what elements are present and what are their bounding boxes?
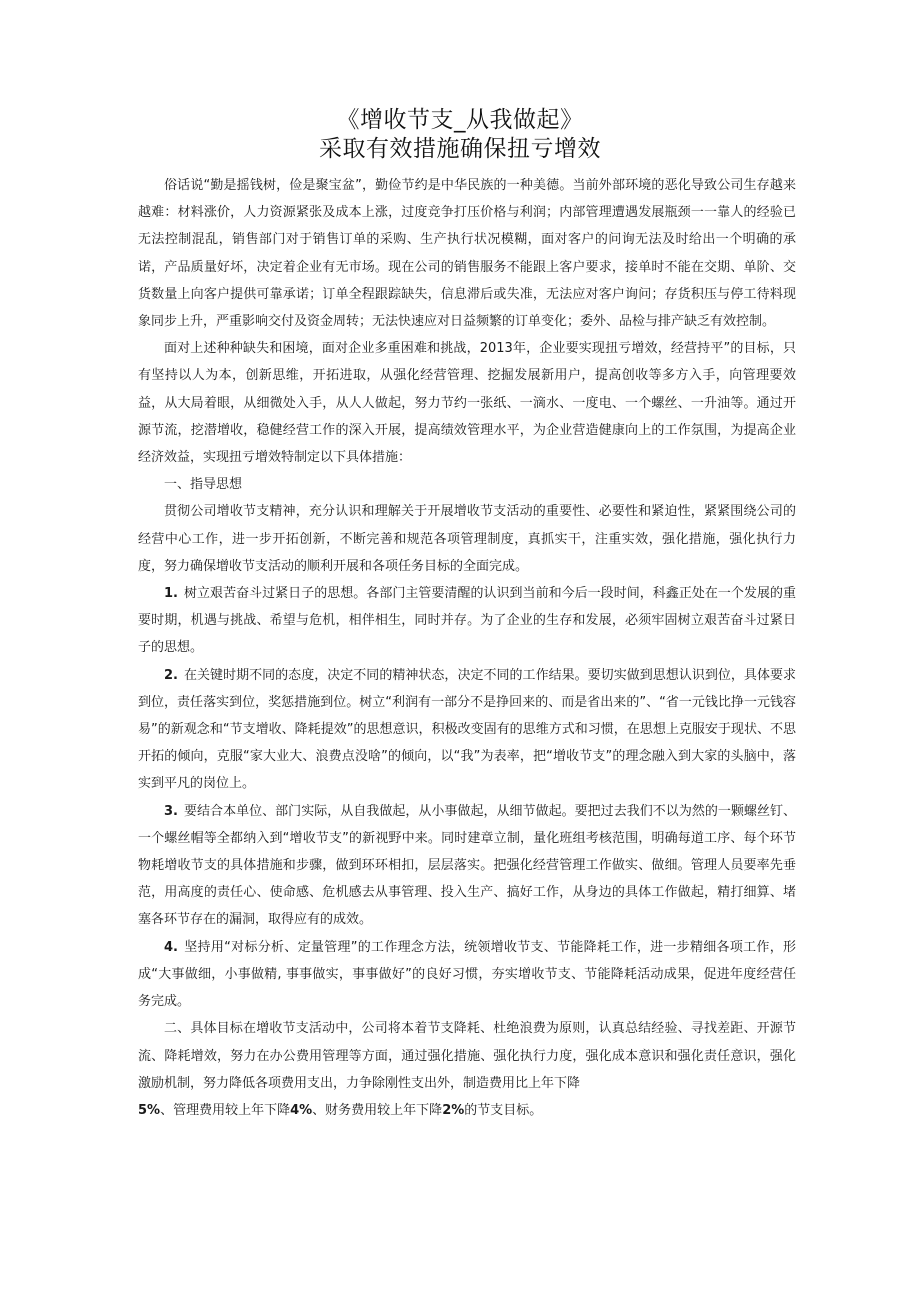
list-item-text: 坚持用“对标分析、定量管理”的工作理念方法，统领增收节支、节能降耗工作，进一步精细各项工作，形成“大事做细，小事做精, 事事做实，事事做好”的良好习惯，夯实增收节支、节能降耗活动成果，促进年度经营任务完成。 (138, 939, 796, 1010)
target-pct-management: 4% (290, 1102, 313, 1118)
list-number: 2. (164, 667, 178, 683)
targets-text-1: 、管理费用较上年下降 (160, 1102, 291, 1118)
paragraph-guiding: 贯彻公司增收节支精神，充分认识和理解关于开展增收节支活动的重要性、必要性和紧迫性，紧紧围绕公司的经营中心工作，进一步开拓创新，不断完善和规范各项管理制度，真抓实干，注重实效，强化措施，强化执行力度，努力确保增收节支活动的顺利开展和各项任务目标的全面完成。 (138, 504, 796, 574)
document-body (138, 172, 796, 1124)
list-item-4 (138, 934, 796, 1016)
document-title (0, 106, 920, 164)
list-item-2 (138, 662, 796, 798)
list-item-text: 要结合本单位、部门实际，从自我做起，从小事做起，从细节做起。要把过去我们不以为然的一颗螺丝钉、一个螺丝帽等全都纳入到“增收节支”的新视野中来。同时建章立制，量化班组考核范围，明确每道工序、每个环节物耗增收节支的具体措施和步骤，做到环环相扣，层层落实。把强化经营管理工作做实、做细。管理人员要率先垂范，用高度的责任心、使命感、危机感去从事管理、投入生产、搞好工作，从身边的具体工作做起，精打细算、堵塞各环节存在的漏洞，取得应有的成效。 (138, 803, 796, 928)
list-number: 4. (164, 939, 178, 955)
list-item-text: 树立艰苦奋斗过紧日子的思想。各部门主管要清醒的认识到当前和今后一段时间，科鑫正处在一个发展的重要时期，机遇与挑战、希望与危机，相伴相生，同时并存。为了企业的生存和发展，必须牢固树立艰苦奋斗过紧日子的思想。 (138, 586, 796, 656)
list-item-text: 在关键时期不同的态度，决定不同的精神状态，决定不同的工作结果。要切实做到思想认识到位，具体要求到位，责任落实到位，奖惩措施到位。树立“利润有一部分不是挣回来的、而是省出来的”、“省一元钱比挣一元钱容易”的新观念和“节支增收、降耗提效”的思想意识，积极改变固有的思维方式和习惯，在思想上克服安于现状、不思开拓的倾向，克服“家大业大、浪费点没啥”的倾向，以“我”为表率，把“增收节支”的理念融入到大家的头脑中，落实到平凡的岗位上。 (138, 667, 796, 792)
targets-text-3: 的节支目标。 (464, 1102, 543, 1118)
list-item-3 (138, 798, 796, 934)
targets-text-2: 、财务费用较上年下降 (312, 1102, 443, 1118)
title-line-1: 《增收节支_从我做起》 (336, 107, 584, 133)
title-line-2: 采取有效措施确保扭亏增效 (319, 136, 601, 162)
list-number: 1. (164, 586, 178, 602)
section-heading-guiding: 一、指导思想 (164, 477, 243, 493)
list-number: 3. (164, 803, 178, 819)
list-item-1 (138, 580, 796, 662)
paragraph-intro: 俗话说“勤是摇钱树，俭是聚宝盆”，勤俭节约是中华民族的一种美德。当前外部环境的恶化导致公司生存越来越难：材料涨价，人力资源紧张及成本上涨，过度竞争打压价格与利润；内部管理遭遇发展瓶颈一一靠人的经验已无法控制混乱，销售部门对于销售订单的采购、生产执行状况模糊，面对客户的问询无法及时给出一个明确的承诺，产品质量好坏，决定着企业有无市场。现在公司的销售服务不能跟上客户要求，接单时不能在交期、单阶、交货数量上向客户提供可靠承诺；订单全程跟踪缺失，信息滞后或失准，无法应对客户询问；存货积压与停工待料现象同步上升，严重影响交付及资金周转；无法快速应对日益频繁的订单变化；委外、品检与排产缺乏有效控制。 (138, 178, 796, 330)
paragraph-second: 面对上述种种缺失和困境，面对企业多重困难和挑战，2013年，企业要实现扭亏增效，经营持平”的目标，只有坚持以人为本，创新思维，开拓进取，从强化经营管理、挖掘发展新用户，提高创收等多方入手，向管理要效益，从大局着眼，从细微处入手，从人人做起，努力节约一张纸、一滴水、一度电、一个螺丝、一升油等。通过开源节流，挖潜增收，稳健经营工作的深入开展，提高绩效管理水平，为企业营造健康向上的工作氛围，为提高企业经济效益，实现扭亏增效特制定以下具体措施： (138, 341, 796, 466)
targets-tail-line (138, 1097, 796, 1124)
target-pct-finance: 2% (442, 1102, 465, 1118)
target-pct-manufacturing: 5% (138, 1102, 161, 1118)
paragraph-targets: 二、具体目标在增收节支活动中，公司将本着节支降耗、杜绝浪费为原则，认真总结经验、寻找差距、开源节流、降耗增效，努力在办公费用管理等方面，通过强化措施、强化执行力度，强化成本意识和强化责任意识，强化激励机制，努力降低各项费用支出，力争除刚性支出外，制造费用比上年下降 (138, 1021, 796, 1091)
